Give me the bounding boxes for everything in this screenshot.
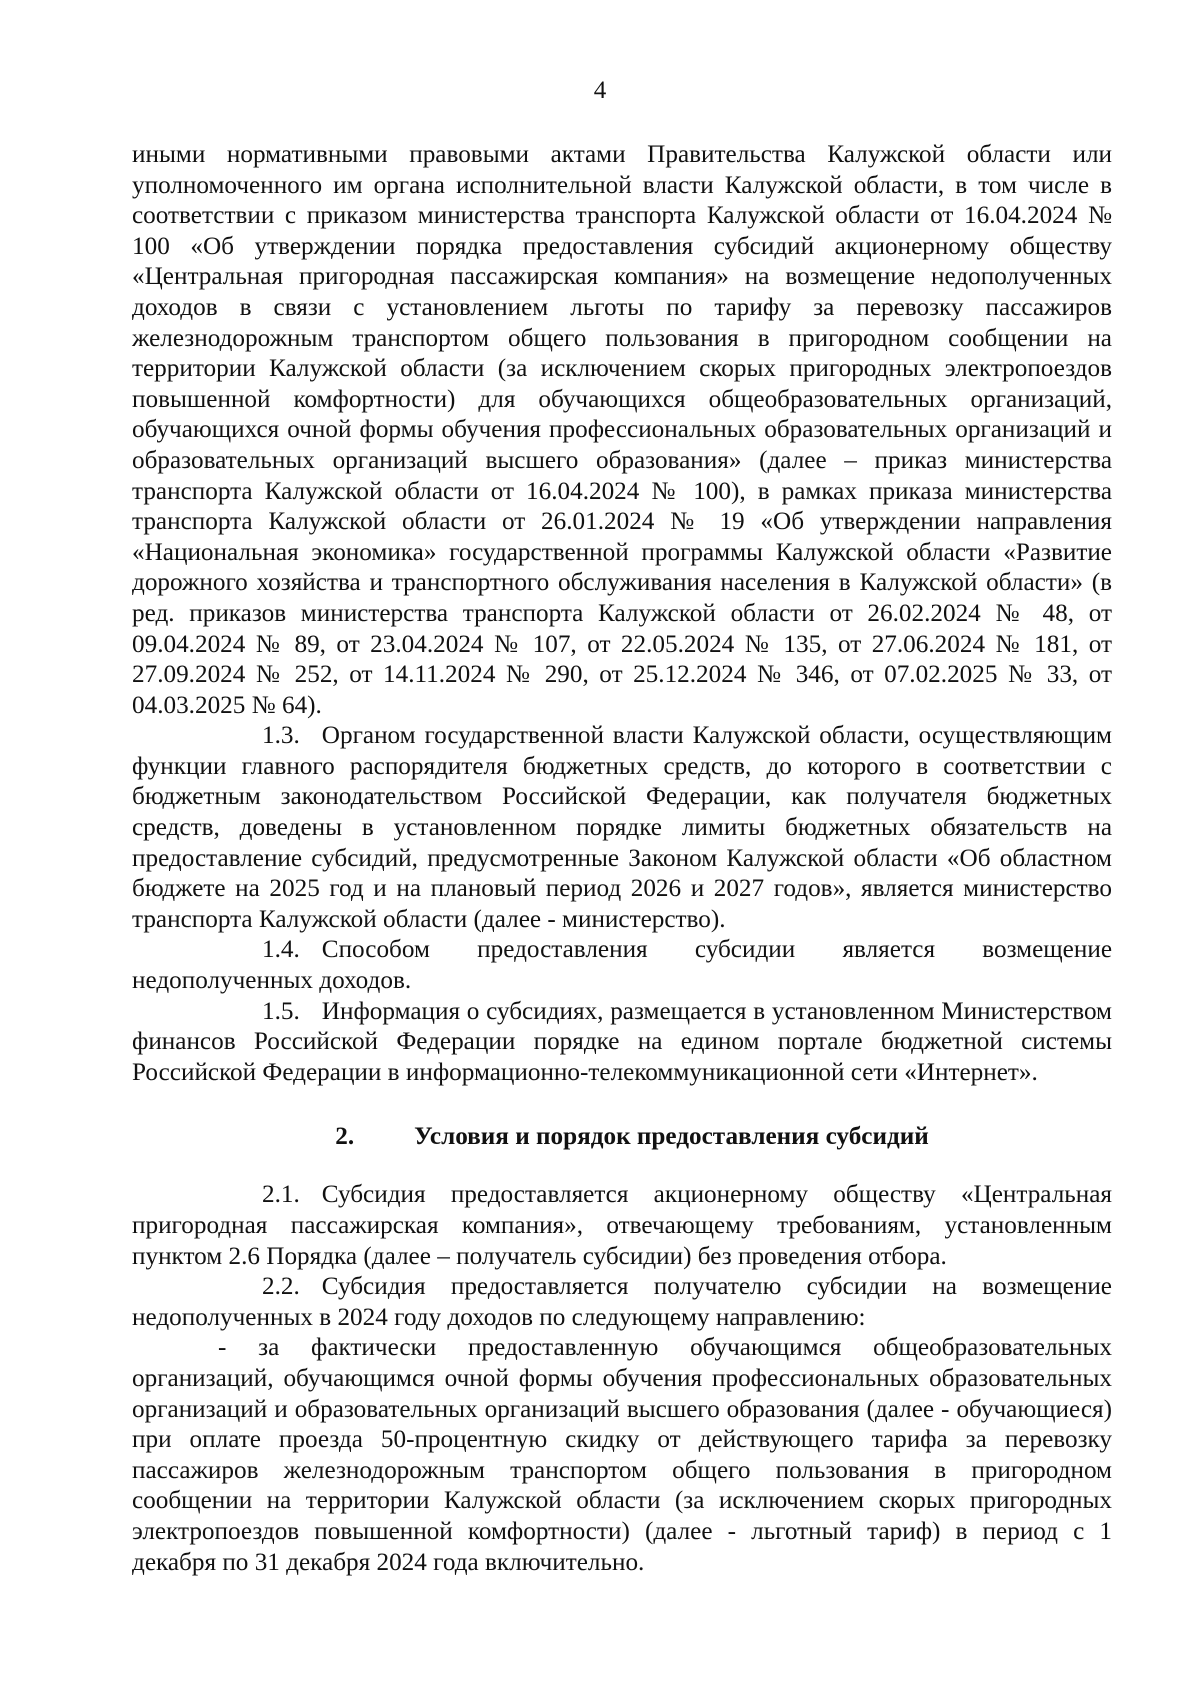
paragraph-text: иными нормативными правовыми актами Правительства Калужской области или уполномоченного им органа исполнительной власти Калужской области, в том числе в соответствии с приказом министерства транспорта Калужской области от 16.04.2024 № 100 «Об утверждении порядка предоставления субсидий акционерному обществу «Центральная пригородная пассажирская компания» на возмещение недополученных доходов в связи с установлением льготы по тарифу за перевозку пассажиров железнодорожным транспортом общего пользования в пригородном сообщении на территории Калужской области (за исключением скорых пригородных электропоездов повышенной комфортности) для обучающихся общеобразовательных организаций, обучающихся очной формы обучения профессиональных образовательных организаций и образовательных организаций высшего образования» (далее – приказ министерства транспорта Калужской области от 16.04.2024 № 100), в рамках приказа министерства транспорта Калужской области от 26.01.2024 № 19 «Об утверждении направления «Национальная экономика» государственной программы Калужской области «Развитие дорожного хозяйства и транспортного обслуживания населения в Калужской области» (в ред. приказов министерства транспорта Калужской области от 26.02.2024 № 48, от 09.04.2024 № 89, от 23.04.2024 № 107, от 22.05.2024 № 135, от 27.06.2024 № 181, от 27.09.2024 № 252, от 14.11.2024 № 290, от 25.12.2024 № 346, от 07.02.2025 № 33, от 04.03.2025 № 64).: [132, 141, 1112, 719]
paragraph-text: Органом государственной власти Калужской области, осуществляющим функции главного распорядителя бюджетных средств, до которого в соответствии с бюджетным законодательством Российской Федерации, как получателя бюджетных средств, доведены в установленном порядке лимиты бюджетных обязательств на предоставление субсидий, предусмотренные Законом Калужской области «Об областном бюджете на 2025 год и на плановый период 2026 и 2027 годов», является министерство транспорта Калужской области (далее - министерство).: [132, 722, 1112, 933]
paragraph-number: 1.4.: [262, 936, 300, 964]
paragraph-2-2-dash-item: [132, 1333, 1112, 1578]
page-number: 4: [593, 77, 607, 104]
paragraph-2-1: [132, 1180, 1112, 1272]
paragraph-text: - за фактически предоставленную обучающимся общеобразовательных организаций, обучающимся очной формы обучения профессиональных образовательных организаций и образовательных организаций высшего образования (далее - обучающиеся) при оплате проезда 50-процентную скидку от действующего тарифа за перевозку пассажиров железнодорожным транспортом общего пользования в пригородном сообщении на территории Калужской области (за исключением скорых пригородных электропоездов повышенной комфортности) (далее - льготный тариф) в период с 1 декабря по 31 декабря 2024 года включительно.: [132, 1334, 1112, 1576]
paragraph-number: 2.2.: [262, 1273, 300, 1301]
paragraph-1-3: [132, 721, 1112, 935]
section-number: 2.: [335, 1123, 355, 1151]
paragraph-number: 1.5.: [262, 997, 300, 1025]
section-title: Условия и порядок предоставления субсидий: [414, 1123, 929, 1151]
paragraph-text: Информация о субсидиях, размещается в установленном Министерством финансов Российской Федерации порядке на едином портале бюджетной системы Российской Федерации в информационно-телекоммуникационной сети «Интернет».: [132, 997, 1112, 1086]
paragraph-1-4: [132, 935, 1112, 996]
paragraph-text: Субсидия предоставляется получателю субсидии на возмещение недополученных в 2024 году доходов по следующему направлению:: [132, 1273, 1112, 1331]
paragraph-number: 1.3.: [262, 722, 300, 750]
paragraph-text: Субсидия предоставляется акционерному обществу «Центральная пригородная пассажирская компания», отвечающему требованиям, установленным пунктом 2.6 Порядка (далее – получатель субсидии) без проведения отбора.: [132, 1181, 1112, 1270]
paragraph-2-2: [132, 1272, 1112, 1333]
paragraph-continuation: [132, 140, 1112, 721]
paragraph-text: Способом предоставления субсидии является возмещение недополученных доходов.: [132, 936, 1112, 995]
paragraph-number: 2.1.: [262, 1181, 300, 1209]
section-heading: [132, 1122, 1112, 1152]
document-body: [132, 140, 1112, 1578]
paragraph-1-5: [132, 997, 1112, 1089]
